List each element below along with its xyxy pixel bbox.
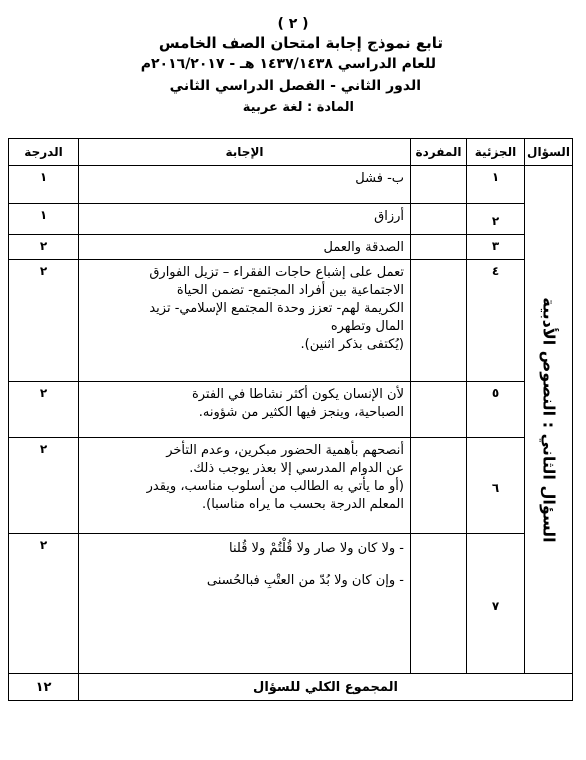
degree-cell: ٢ xyxy=(9,534,79,674)
degree-cell: ٢ xyxy=(9,260,79,382)
column-header-single: المفردة xyxy=(411,139,467,166)
page-number: ( ٢ ) xyxy=(277,16,309,32)
part-number: ٢ xyxy=(467,204,525,235)
column-header-part: الجزئية xyxy=(467,139,525,166)
part-number: ٣ xyxy=(467,235,525,260)
degree-cell: ١ xyxy=(9,166,79,204)
single-cell xyxy=(411,235,467,260)
single-cell xyxy=(411,260,467,382)
answer-cell: أنصحهم بأهمية الحضور مبكرين، وعدم التأخر عن الدوام المدرسي إلا بعذر يوجب ذلك. (أو ما يأتي به الطالب من أسلوب مناسب، ويقدر المعلم الدرجة بحسب ما يراه مناسبا). xyxy=(79,438,411,534)
degree-cell: ١ xyxy=(9,204,79,235)
question-cell xyxy=(525,166,573,674)
part-number: ٧ xyxy=(467,534,525,674)
degree-cell: ٢ xyxy=(9,382,79,438)
answer-cell: تعمل على إشباع حاجات الفقراء – تزيل الفوارق الاجتماعية بين أفراد المجتمع- تضمن الحياة الكريمة لهم- تعزز وحدة المجتمع الإسلامي- تزيد المال وتطهره (يُكتفى بذكر اثنين). xyxy=(79,260,411,382)
single-cell xyxy=(411,382,467,438)
answer-cell: الصدقة والعمل xyxy=(79,235,411,260)
column-header-answer: الإجابة xyxy=(79,139,411,166)
answer-cell: لأن الإنسان يكون أكثر نشاطا في الفترة الصباحية، وينجز فيها الكثير من شؤونه. xyxy=(79,382,411,438)
single-cell xyxy=(411,166,467,204)
table-row xyxy=(9,166,573,204)
part-number: ٦ xyxy=(467,438,525,534)
answer-cell: - ولا كان ولا صار ولا قُلْتُمْ ولا قُلنا - وإن كان ولا بُدّ من العتْبِ فبالحُسنى xyxy=(79,534,411,674)
table-header-row xyxy=(9,139,573,166)
academic-year: للعام الدراسي ١٤٣٧/١٤٣٨ هـ - ٢٠١٦/٢٠١٧م xyxy=(140,56,436,72)
single-cell xyxy=(411,438,467,534)
table-row xyxy=(9,438,573,534)
table-row xyxy=(9,235,573,260)
table-row xyxy=(9,204,573,235)
table-row xyxy=(9,382,573,438)
single-cell xyxy=(411,204,467,235)
exam-round: الدور الثاني - الفصل الدراسي الثاني xyxy=(169,78,421,94)
degree-cell: ٢ xyxy=(9,235,79,260)
total-label: المجموع الكلي للسؤال xyxy=(79,674,573,701)
part-number: ٥ xyxy=(467,382,525,438)
question-label: السؤال الثاني : النصوص الأدبية xyxy=(539,296,558,543)
total-row xyxy=(9,674,573,701)
answer-cell: أرزاق xyxy=(79,204,411,235)
degree-cell: ٢ xyxy=(9,438,79,534)
answer-table xyxy=(8,138,573,701)
exam-title: تابع نموذج إجابة امتحان الصف الخامس xyxy=(158,34,443,52)
table-row xyxy=(9,260,573,382)
subject: المادة : لغة عربية xyxy=(242,100,354,115)
answer-cell: ب- فشل xyxy=(79,166,411,204)
column-header-degree: الدرجة xyxy=(9,139,79,166)
single-cell xyxy=(411,534,467,674)
table-row xyxy=(9,534,573,674)
part-number: ١ xyxy=(467,166,525,204)
column-header-question: السؤال xyxy=(525,139,573,166)
total-value: ١٢ xyxy=(9,674,79,701)
part-number: ٤ xyxy=(467,260,525,382)
